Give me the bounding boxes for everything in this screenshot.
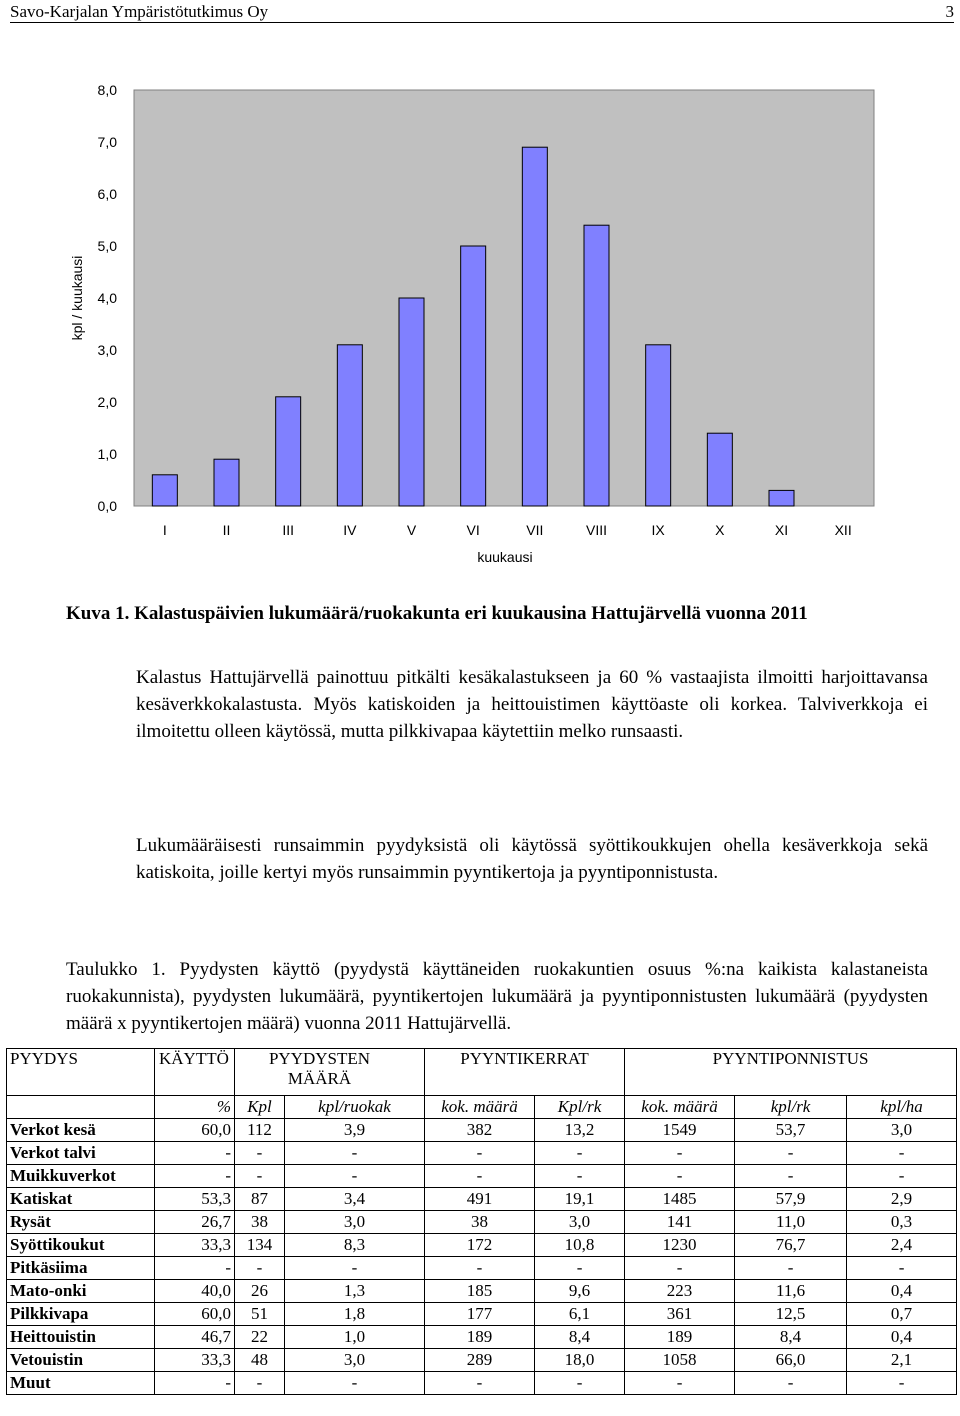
x-tick-label: X [715, 522, 725, 538]
table-cell: 3,9 [285, 1119, 425, 1142]
table-cell: 0,7 [847, 1303, 957, 1326]
header-pyydys: PYYDYS [7, 1049, 155, 1096]
table-cell: 3,0 [535, 1211, 625, 1234]
table-cell: 10,8 [535, 1234, 625, 1257]
table-header-row [7, 1049, 957, 1096]
table-cell: 40,0 [155, 1280, 235, 1303]
row-gear-name: Syöttikoukut [7, 1234, 155, 1257]
unit-cell: kpl/ha [847, 1096, 957, 1119]
table-cell: 223 [625, 1280, 735, 1303]
table-cell: - [847, 1142, 957, 1165]
table-cell: 26,7 [155, 1211, 235, 1234]
x-tick-label: XII [834, 522, 852, 538]
table-cell: - [535, 1257, 625, 1280]
plot-area [134, 90, 874, 506]
table-cell: 141 [625, 1211, 735, 1234]
table-cell: 87 [235, 1188, 285, 1211]
table-cell: 8,4 [535, 1326, 625, 1349]
unit-cell: Kpl/rk [535, 1096, 625, 1119]
y-tick-label: 4,0 [97, 290, 117, 306]
table-cell: 1549 [625, 1119, 735, 1142]
table-cell: 189 [425, 1326, 535, 1349]
table-cell: 3,0 [285, 1211, 425, 1234]
table-cell: - [625, 1142, 735, 1165]
y-tick-label: 7,0 [97, 134, 117, 150]
table-cell: - [625, 1257, 735, 1280]
organization-name: Savo-Karjalan Ympäristötutkimus Oy [10, 2, 269, 21]
table-cell: - [235, 1372, 285, 1395]
table-row [7, 1257, 957, 1280]
y-tick-label: 0,0 [97, 498, 117, 514]
table-cell: 66,0 [735, 1349, 847, 1372]
table-cell: - [535, 1372, 625, 1395]
table-row [7, 1234, 957, 1257]
table-row [7, 1165, 957, 1188]
x-tick-label: VII [526, 522, 544, 538]
table-cell: 53,7 [735, 1119, 847, 1142]
row-gear-name: Muut [7, 1372, 155, 1395]
x-tick-label: XI [774, 522, 789, 538]
table-cell: - [847, 1372, 957, 1395]
table-cell: - [735, 1165, 847, 1188]
table-cell: 2,9 [847, 1188, 957, 1211]
table-cell: - [155, 1372, 235, 1395]
table-row [7, 1349, 957, 1372]
table-cell: 1,0 [285, 1326, 425, 1349]
table-cell: - [235, 1257, 285, 1280]
y-tick-label: 3,0 [97, 342, 117, 358]
row-gear-name: Rysät [7, 1211, 155, 1234]
bar-chart [0, 60, 960, 580]
table-cell: 1,8 [285, 1303, 425, 1326]
table-cell: 134 [235, 1234, 285, 1257]
table-cell: 33,3 [155, 1349, 235, 1372]
table-cell: 3,4 [285, 1188, 425, 1211]
table-cell: 112 [235, 1119, 285, 1142]
table-cell: 46,7 [155, 1326, 235, 1349]
table-cell: - [155, 1142, 235, 1165]
table-cell: - [425, 1257, 535, 1280]
row-gear-name: Verkot talvi [7, 1142, 155, 1165]
table-cell: - [285, 1165, 425, 1188]
header-pyyntikerrat: PYYNTIKERRAT [425, 1049, 625, 1096]
table-cell: 22 [235, 1326, 285, 1349]
table-cell: 0,3 [847, 1211, 957, 1234]
table-cell: - [535, 1142, 625, 1165]
unit-cell: Kpl [235, 1096, 285, 1119]
table-cell: 26 [235, 1280, 285, 1303]
y-tick-label: 1,0 [97, 446, 117, 462]
paragraph-1: Kalastus Hattujärvellä painottuu pitkälti kesäkalastukseen ja 60 % vastaajista ilmoitti harjoittavansa kesäverkkokalastusta. Myös katiskoiden ja heittouistimen käyttöaste oli korkea. Talviverkkoja ei ilmoitettu olleen käytössä, mutta pilkkivapaa käytettiin melko runsaasti. [136, 667, 928, 742]
table-row [7, 1188, 957, 1211]
table-cell: 177 [425, 1303, 535, 1326]
table-cell: 2,1 [847, 1349, 957, 1372]
table-cell: - [535, 1165, 625, 1188]
bar [769, 490, 794, 506]
table-cell: 76,7 [735, 1234, 847, 1257]
table-units-row [7, 1096, 957, 1119]
bar [152, 475, 177, 506]
table-row [7, 1372, 957, 1395]
row-gear-name: Verkot kesä [7, 1119, 155, 1142]
table-cell: 8,3 [285, 1234, 425, 1257]
table-cell: - [625, 1165, 735, 1188]
table-cell: - [155, 1257, 235, 1280]
table-cell: 60,0 [155, 1119, 235, 1142]
y-tick-label: 5,0 [97, 238, 117, 254]
row-gear-name: Katiskat [7, 1188, 155, 1211]
table-caption: Taulukko 1. Pyydysten käyttö (pyydystä käyttäneiden ruokakuntien osuus %:na kaikista kalastaneista ruokakunnista), pyydysten lukumäärä, pyyntikertojen lukumäärä ja pyyntiponnistusten lukumäärä (pyydysten määrä x pyyntikertojen määrä) vuonna 2011 Hattujärvellä. [66, 959, 928, 1034]
table-cell: 11,0 [735, 1211, 847, 1234]
bar [522, 147, 547, 506]
table-cell: - [425, 1372, 535, 1395]
table-cell: 51 [235, 1303, 285, 1326]
bar [337, 345, 362, 506]
bar [646, 345, 671, 506]
unit-cell: kpl/ruokak [285, 1096, 425, 1119]
table-cell: 57,9 [735, 1188, 847, 1211]
bar [214, 459, 239, 506]
y-axis-label: kpl / kuukausi [69, 255, 85, 341]
table-cell: 0,4 [847, 1326, 957, 1349]
x-tick-label: VI [466, 522, 480, 538]
table-cell: - [735, 1372, 847, 1395]
table-cell: 189 [625, 1326, 735, 1349]
table-cell: 60,0 [155, 1303, 235, 1326]
y-tick-label: 8,0 [97, 82, 117, 98]
table-cell: - [285, 1257, 425, 1280]
table-cell: 18,0 [535, 1349, 625, 1372]
table-cell: 8,4 [735, 1326, 847, 1349]
table-cell: 2,4 [847, 1234, 957, 1257]
bar [461, 246, 486, 506]
row-gear-name: Pitkäsiima [7, 1257, 155, 1280]
table-cell: - [425, 1142, 535, 1165]
x-tick-label: IV [343, 522, 357, 538]
x-tick-label: I [162, 522, 167, 538]
table-cell: 172 [425, 1234, 535, 1257]
bar [399, 298, 424, 506]
table-cell: 38 [425, 1211, 535, 1234]
header-pyyntiponnistus: PYYNTIPONNISTUS [625, 1049, 957, 1096]
table-cell: - [235, 1165, 285, 1188]
figure-caption: Kuva 1. Kalastuspäivien lukumäärä/ruokakunta eri kuukausina Hattujärvellä vuonna 2011 [66, 603, 808, 624]
table-cell: 53,3 [155, 1188, 235, 1211]
y-tick-label: 6,0 [97, 186, 117, 202]
unit-cell: kok. määrä [425, 1096, 535, 1119]
table-cell: 361 [625, 1303, 735, 1326]
page-number: 3 [945, 2, 954, 21]
table-cell: - [155, 1165, 235, 1188]
unit-cell: kok. määrä [625, 1096, 735, 1119]
row-gear-name: Pilkkivapa [7, 1303, 155, 1326]
table-cell: - [625, 1372, 735, 1395]
table-cell: 1058 [625, 1349, 735, 1372]
table-cell: 11,6 [735, 1280, 847, 1303]
y-tick-label: 2,0 [97, 394, 117, 410]
table-row [7, 1211, 957, 1234]
table-cell: 1485 [625, 1188, 735, 1211]
table-cell: - [847, 1165, 957, 1188]
table-cell: 12,5 [735, 1303, 847, 1326]
header-kaytto: KÄYTTÖ [155, 1049, 235, 1096]
row-gear-name: Mato-onki [7, 1280, 155, 1303]
table-cell: 382 [425, 1119, 535, 1142]
units-empty-cell [7, 1096, 155, 1119]
table-cell: 0,4 [847, 1280, 957, 1303]
table-cell: 491 [425, 1188, 535, 1211]
table-cell: - [735, 1257, 847, 1280]
table-cell: 1230 [625, 1234, 735, 1257]
x-tick-label: VIII [585, 522, 608, 538]
table-cell: 13,2 [535, 1119, 625, 1142]
table-cell: 3,0 [847, 1119, 957, 1142]
row-gear-name: Muikkuverkot [7, 1165, 155, 1188]
table-cell: - [735, 1142, 847, 1165]
table-row [7, 1280, 957, 1303]
x-tick-label: V [406, 522, 417, 538]
table-cell: 33,3 [155, 1234, 235, 1257]
table-cell: - [425, 1165, 535, 1188]
table-cell: 289 [425, 1349, 535, 1372]
table-cell: - [847, 1257, 957, 1280]
x-axis-label: kuukausi [477, 549, 533, 565]
table-cell: 3,0 [285, 1349, 425, 1372]
x-tick-label: II [222, 522, 231, 538]
table-row [7, 1303, 957, 1326]
table-cell: 185 [425, 1280, 535, 1303]
x-tick-label: III [282, 522, 295, 538]
bar [276, 397, 301, 506]
table-cell: 6,1 [535, 1303, 625, 1326]
row-gear-name: Vetouistin [7, 1349, 155, 1372]
table-cell: 38 [235, 1211, 285, 1234]
bar [584, 225, 609, 506]
unit-cell: % [155, 1096, 235, 1119]
bar [707, 433, 732, 506]
table-cell: - [285, 1142, 425, 1165]
table-cell: - [285, 1372, 425, 1395]
table-row [7, 1119, 957, 1142]
table-cell: - [235, 1142, 285, 1165]
page-header [10, 0, 954, 23]
table-cell: 1,3 [285, 1280, 425, 1303]
table-row [7, 1326, 957, 1349]
paragraph-2: Lukumääräisesti runsaimmin pyydyksistä oli käytössä syöttikoukkujen ohella kesäverkkoja sekä katiskoita, joille kertyi myös runsaimmin pyyntikertoja ja pyyntiponnistusta. [136, 835, 928, 883]
unit-cell: kpl/rk [735, 1096, 847, 1119]
table-cell: 19,1 [535, 1188, 625, 1211]
table-row [7, 1142, 957, 1165]
gear-usage-table [6, 1048, 957, 1395]
header-pyydysten-maara: PYYDYSTEN MÄÄRÄ [235, 1049, 425, 1096]
table-cell: 9,6 [535, 1280, 625, 1303]
table-cell: 48 [235, 1349, 285, 1372]
x-tick-label: IX [651, 522, 665, 538]
row-gear-name: Heittouistin [7, 1326, 155, 1349]
